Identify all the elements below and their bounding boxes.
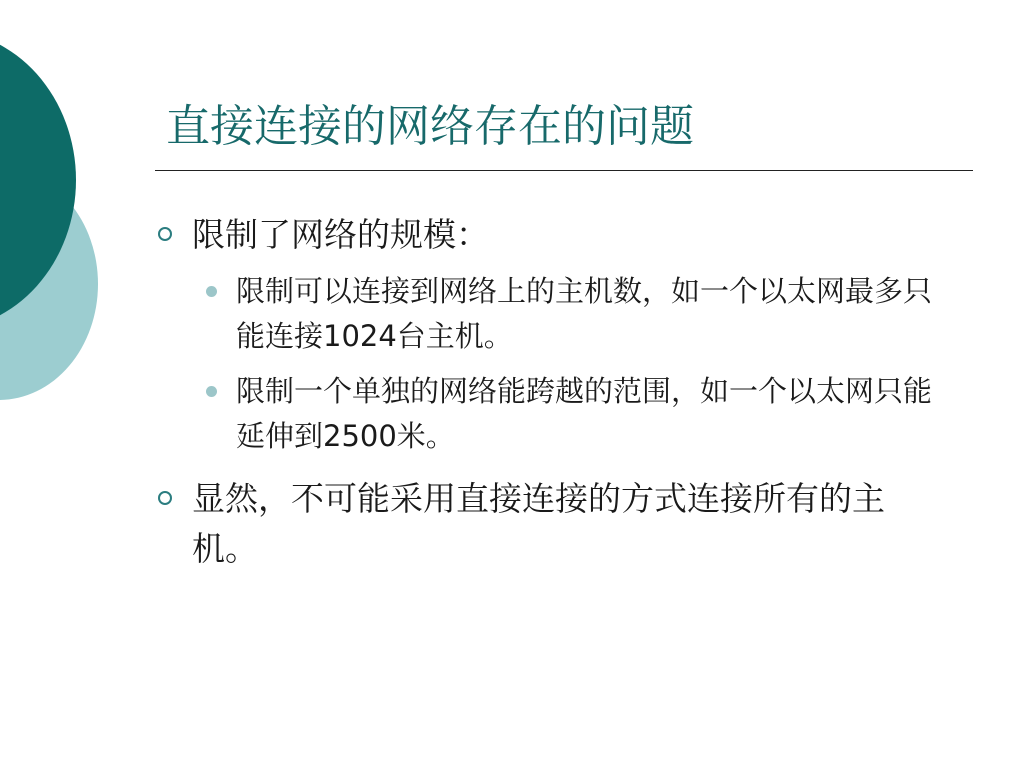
bullet-text: 显然，不可能采用直接连接的方式连接所有的主机。 bbox=[192, 479, 885, 568]
sub-bullet-text: 限制一个单独的网络能跨越的范围，如一个以太网只能延伸到2500米。 bbox=[236, 374, 933, 453]
bullet-item bbox=[160, 210, 950, 260]
hollow-circle-bullet-icon bbox=[158, 491, 172, 505]
sub-bullet-item bbox=[206, 369, 950, 459]
sub-bullet-text: 限制可以连接到网络上的主机数，如一个以太网最多只能连接1024台主机。 bbox=[236, 274, 933, 353]
hollow-circle-bullet-icon bbox=[158, 227, 172, 241]
bullet-item bbox=[160, 474, 950, 574]
filled-dot-bullet-icon bbox=[206, 386, 217, 397]
sub-bullet-item bbox=[206, 269, 950, 359]
bullet-text: 限制了网络的规模： bbox=[192, 215, 489, 254]
slide-title: 直接连接的网络存在的问题 bbox=[166, 101, 694, 152]
filled-dot-bullet-icon bbox=[206, 286, 217, 297]
title-divider bbox=[155, 170, 973, 171]
